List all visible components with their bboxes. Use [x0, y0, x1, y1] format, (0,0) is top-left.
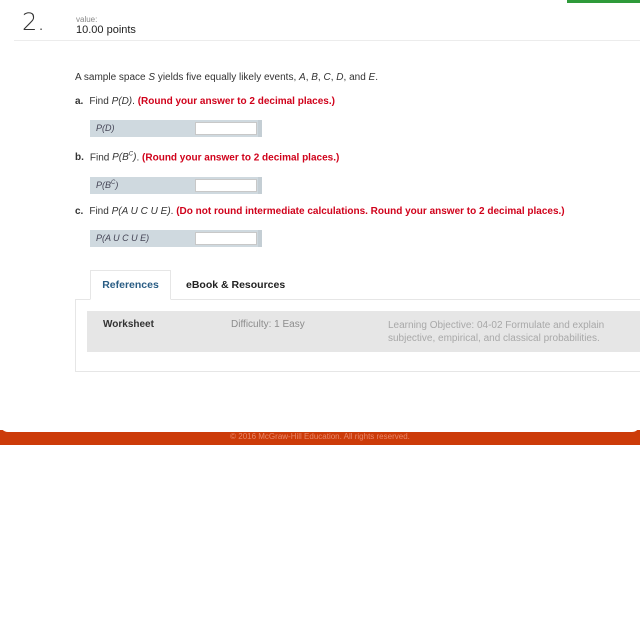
- copyright-text: © 2016 McGraw-Hill Education. All rights reserved.: [230, 432, 410, 441]
- tab-references[interactable]: References: [90, 270, 171, 300]
- part-c-answer-input[interactable]: [195, 232, 257, 245]
- value-label: value:: [76, 15, 98, 24]
- part-a-answer-row: [90, 120, 262, 137]
- worksheet-link[interactable]: Worksheet: [103, 319, 154, 330]
- footer-bar: [0, 430, 640, 445]
- top-accent-bar: [567, 0, 640, 3]
- question-number: 2.: [22, 8, 45, 36]
- question-intro: A sample space S yields five equally likely events, A, B, C, D, and E.: [75, 72, 378, 83]
- part-c-prompt: c. Find P(A U C U E). (Do not round intermediate calculations. Round your answer to 2 decimal places.): [75, 206, 565, 217]
- part-b-answer-label: $P(B^C)$: [96, 180, 119, 190]
- card-bottom-edge: [0, 405, 640, 432]
- part-c-answer-row: [90, 230, 262, 247]
- learning-objective: Learning Objective: 04-02 Formulate and explain subjective, empirical, and classical probabilities.: [388, 320, 605, 344]
- part-c-answer-label: P(A U C U E): [96, 233, 150, 243]
- tab-ebook-resources[interactable]: eBook & Resources: [186, 279, 286, 291]
- part-b-prompt: b. Find $P(B^C)$. (Round your answer to 2 decimal places.): [75, 152, 340, 164]
- part-a-prompt: a. Find P(D). (Round your answer to 2 decimal places.): [75, 96, 335, 107]
- part-a-answer-input[interactable]: [195, 122, 257, 135]
- value-points: 10.00 points: [76, 24, 136, 36]
- difficulty-label: Difficulty: 1 Easy: [231, 319, 305, 330]
- part-a-answer-label: P(D): [96, 123, 115, 133]
- header-divider: [14, 40, 640, 41]
- part-b-answer-input[interactable]: [195, 179, 257, 192]
- part-b-answer-row: [90, 177, 262, 194]
